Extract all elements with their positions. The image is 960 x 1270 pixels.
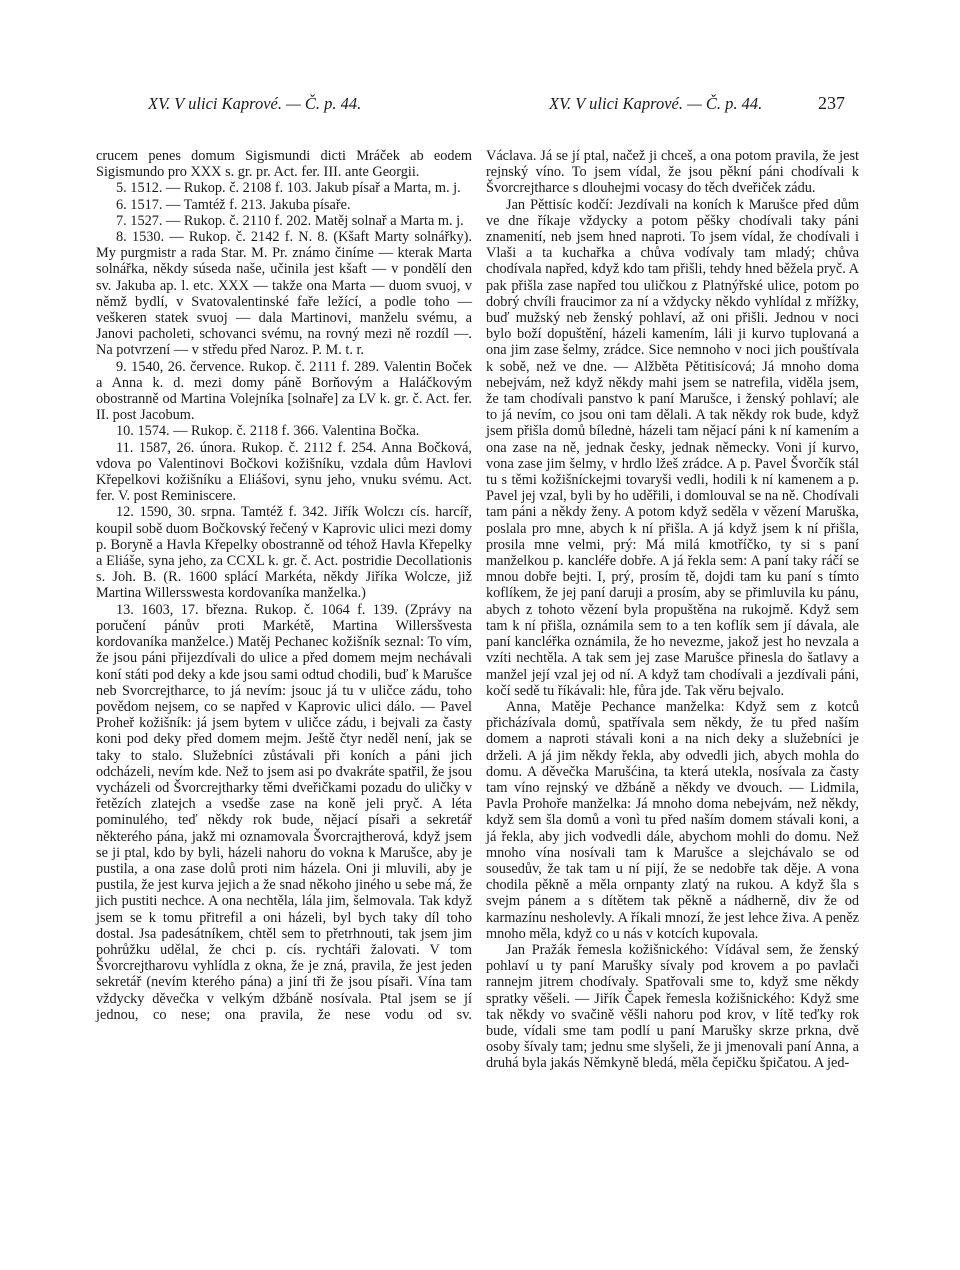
right-column bbox=[486, 148, 859, 1072]
paragraph-right-3: Jan Pražák řemesla kožišnického: Vídával sem, že ženský pohlaví u ty paní Marušky sívaly pod krovem a po pavlači rannejm jitrem chodívaly. Spatřovali sme to, když sme někdy spratky věšeli. — Jiřík Čapek řemesla kožišnického: Když sme tak někdy vo svačině věšli nahoru pod krov, v lítě teďky rok bude, vídali sme tam podlí u paní Marušky skrze prkna, dvě osoby šívaly tam; jednu sme slyšeli, že ji jmenovali paní Anna, a druhá byla jakás Němkyně bledá, měla čepičku špičatou. A jed- bbox=[486, 941, 859, 1072]
paragraph-left-1: 5. 1512. — Rukop. č. 2108 f. 103. Jakub písař a Marta, m. j. bbox=[116, 180, 461, 197]
paragraph-left-0: crucem penes domum Sigismundi dicti Mráček ab eodem Sigismundo pro XXX s. gr. pr. Act. fer. III. ante Georgii. bbox=[96, 148, 472, 181]
paragraph-left-9: 13. 1603, 17. března. Rukop. č. 1064 f. 139. (Zprávy na poručení pánův proti Markétě, Martina Willersšvesta kordovaníka manželce.) Matěj Pechanec kožišník seznal: To vím, že jsou páni přijezdívali do ulice a před domem mejm nechávali koní státi pod deky a kde jsou sami odtud chodili, buď k Marušce neb Svorcrejtharce, to já nevím: jsouc já tu v uličce zádu, toho povědom nejsem, co se napřed v Kaprovic ulici dálo. — Pavel Proheř kožišník: já jsem bytem v uličce zádu, i bejvali za časty koni pod deky před domem mejm. Ještě čtyr neděl není, jak se taky to stalo. Služebníci zůstávali při koních a páni jich odcházeli, nevím kde. Než to jsem asi po dvakráte spatřil, že jsou vycházeli od Švorcrejtharky těmi dveřičkami pozadu do uličky v řetězích zlatejch a vsedše zase na koně jeli pryč. A léta pominulého, teď někdy rok bude, nějací písaři a sekretář některého pána, jakž mi oznamovala Švorcrajtherová, když jsem se ji ptal, kdo by byli, házeli nahoru do vokna k Marušce, aby je pustila, a ona zase dolů proti nim házela. Oni ji mluvili, aby je pustila, že jest kurva jejich a že snad někoho jiného u sebe má, že jich pustiti nechce. A ona nechtěla, lála jim, šelmovala. Tak když jsem se k tomu přitrefil a oni házeli, byl bych taky díl toho dostal. Jsa padesátníkem, chtěl sem to přetrhnouti, tak jsem jim pohrůžku udělal, že chci p. cís. rychtáři žalovati. V tom Švorcrejtharovu vyhlídla z okna, že je zná, pravila, že jest jeden sekretář (nevím kterého pána) a jiní tři že jsou písaři. Vína tam vždycky děvečka v velkým džbáně nosívala. Ptal jsem se jí jednou, co nese; ona pravila, že nese vodu od sv. bbox=[96, 601, 472, 1023]
left-column bbox=[96, 148, 472, 1023]
paragraph-left-3: 7. 1527. — Rukop. č. 2110 f. 202. Matěj solnař a Marta m. j. bbox=[116, 212, 464, 229]
paragraph-left-7: 11. 1587, 26. února. Rukop. č. 2112 f. 254. Anna Bočková, vdova po Valentinovi Bočkovi kožišníku, vzdala dům Havlovi Křepelkovi kožišníku a Eliášovi, synu jeho, vnuku svému. Act. fer. V. post Reminiscere. bbox=[96, 439, 472, 505]
paragraph-right-0: Václava. Já se jí ptal, načež ji chceš, a ona potom pravila, že jest rejnský víno. To jsem vídal, že jsou pěkní páni chodívali k Švorcrejtharce s dlouhejmi vocasy do těch dveřiček zádu. bbox=[486, 148, 859, 197]
paragraph-left-4: 8. 1530. — Rukop. č. 2142 f. N. 8. (Kšaft Marty solnářky). My purgmistr a rada Star. M. Pr. známo činíme — kterak Marta solnářka, někdy súseda naše, učinila jest kšaft — v pondělí den sv. Jakuba ap. l. etc. XXX — takže ona Marta — duom svuoj, v němž bydlí, v Svatovalentinské faře ležící, a podle toho — veškeren statek svuoj — dala Martinovi, manželu svému, a Janovi pacholeti, schovanci svému, na rovný mezi ně rozdíl —. Na potvrzení — v středu před Naroz. P. M. t. r. bbox=[96, 229, 472, 359]
running-header-right: XV. V ulici Kaprové. — Č. p. 44. bbox=[549, 94, 763, 113]
paragraph-left-6: 10. 1574. — Rukop. č. 2118 f. 366. Valentina Bočka. bbox=[116, 423, 420, 440]
paragraph-left-8: 12. 1590, 30. srpna. Tamtéž f. 342. Jiřík Wolczı cís. harcíř, koupil sobě duom Bočkovský řečený v Kaprovic ulici mezi domy p. Boryně a Havla Křepelky obostranně od téhož Havla Křepelky a Eliáše, syna jeho, za CCXL k. gr. č. Act. postridie Decollationis s. Joh. B. (R. 1600 splácí Markéta, někdy Jiříka Wolcze, již Martina Willersswesta kordovaníka manželka.) bbox=[96, 504, 473, 602]
paragraph-right-1: Jan Pěttisíc kodčí: Jezdívali na koních k Marušce před dům ve dne říkaje vždycky a potom pěšky chodívali taky páni znamenití, neb jsem hned naproti. To jsem vídal, že chodívali i Vlaši a ta kuchařka a chůva vodívaly tam mladý; chůva chodívala napřed, když kdo tam přišli, tehdy hned běžela pryč. A pak přišla zase napřed tou uličkou z Platnýřské ulice, potom po dobrý chvíli fraucimor za ní a vždycky někdo vyhlídal z mřížky, buď mužský neb ženský pohlaví, až oni přišli. Jednou v noci bylo boží dopuštění, házeli kamením, láli ji kurvo tuplovaná a ona jim zase šelmy, zrádce. Sice nemnoho v noci jich pouštívala k sobě, než ve dne. — Alžběta Pětitisícová; Já mnoho doma nebejvám, než když někdy mahi jsem se natrefila, viděla jsem, že tam chodívali panstvo k paní Marušce, i ženský pohlaví; ale to já nevím, co jsou oni tam dělali. A tak někdy rok bude, když jsem přišla domů bílednė, házeli tam nějací páni k ní kamením a ona zase na ně, jednak česky, jednak německy. Voni jí kurvo, vona zase jim šelmy, v hrdlo lžeš zrádce. A p. Pavel Švorčík stál tu s těmi kožišníckejmi tovaryši vedli, hodili k ní kamenem a p. Pavel jej vzal, byli by ho uděřili, i domlouval se na ně. Chodívali tam páni a někdy ženy. A potom když seděla v vězení Maruška, poslala pro mne, abych k ní přišla. A já když jsem k ní přišla, prosila mne velmi, prý: Má milá kmotříčko, ty si s paní manželkou p. kancléře dobře. A já řekla sem: A paní taky ráčí se mnou dobře bejti. I, prý, prosím tě, dojdi tam ku paní s tímto koflíkem, že jej paní daruji a prosím, aby se přimluvila ku pánu, abych z tohoto vězení byla propuštěna na rukojmě. Když sem tam k ní přišla, oznámila sem to a ten koflík sem jí dávala, ale paní kancléřka oznámila, že ho nevezme, jakož jest ho nevzala a vzíti nechtěla. A tak sem jej zase Marušce přinesla do šatlavy a manžel její vzal jej od ní. A když tam chodívali a jezdívali páni, kočí sedě tu říkávali: hle, fůra jde. Tak věru bejvalo. bbox=[486, 196, 859, 699]
page-number: 237 bbox=[818, 93, 845, 113]
running-header-left: XV. V ulici Kaprové. — Č. p. 44. bbox=[148, 94, 362, 113]
paragraph-right-2: Anna, Matěje Pechance manželka: Když sem z kotců přicházívala domů, spatřívala sem někdy, že tu před naším domem a naproti stávali koni a na nich deky a služebníci je drželi. A já jim někdy řekla, aby odvedli jich, abych mohla do domu. A děvečka Marušćina, ta která utekla, nosívala za časty tam víno rejnský ve džbáně a někdy ve dvouch. — Lidmila, Pavla Prohoře manželka: Já mnoho doma nebejvám, než někdy, když sem šla domů a vonì tu před naším domem stávali koni, a já řekla, aby jich vodvedli dále, abychom mohli do domu. Než mnoho vína nosívali tam k Marušce a slejchávalo se od sousedův, že tak tam u ní pijí, že se nedobře tak děje. A vona chodila pěkně a měla ornpanty zlatý na rukou. A když šla s svejm pánem a s dítětem tak pěkně a nádherně, div že od karmazínu nesholevly. A říkali mnozí, že jest lehce živa. A peněz mnoho měla, když co u nás v kotcích kupovala. bbox=[486, 698, 859, 942]
paragraph-left-5: 9. 1540, 26. července. Rukop. č. 2111 f. 289. Valentin Boček a Anna k. d. mezi domy páně Borňovým a Haláčkovým obostranně od Martina Volejníka [solnaře] za LV k. gr. č. Act. fer. II. post Jacobum. bbox=[96, 358, 472, 424]
paragraph-left-2: 6. 1517. — Tamtéž f. 213. Jakuba písaře. bbox=[116, 196, 351, 213]
